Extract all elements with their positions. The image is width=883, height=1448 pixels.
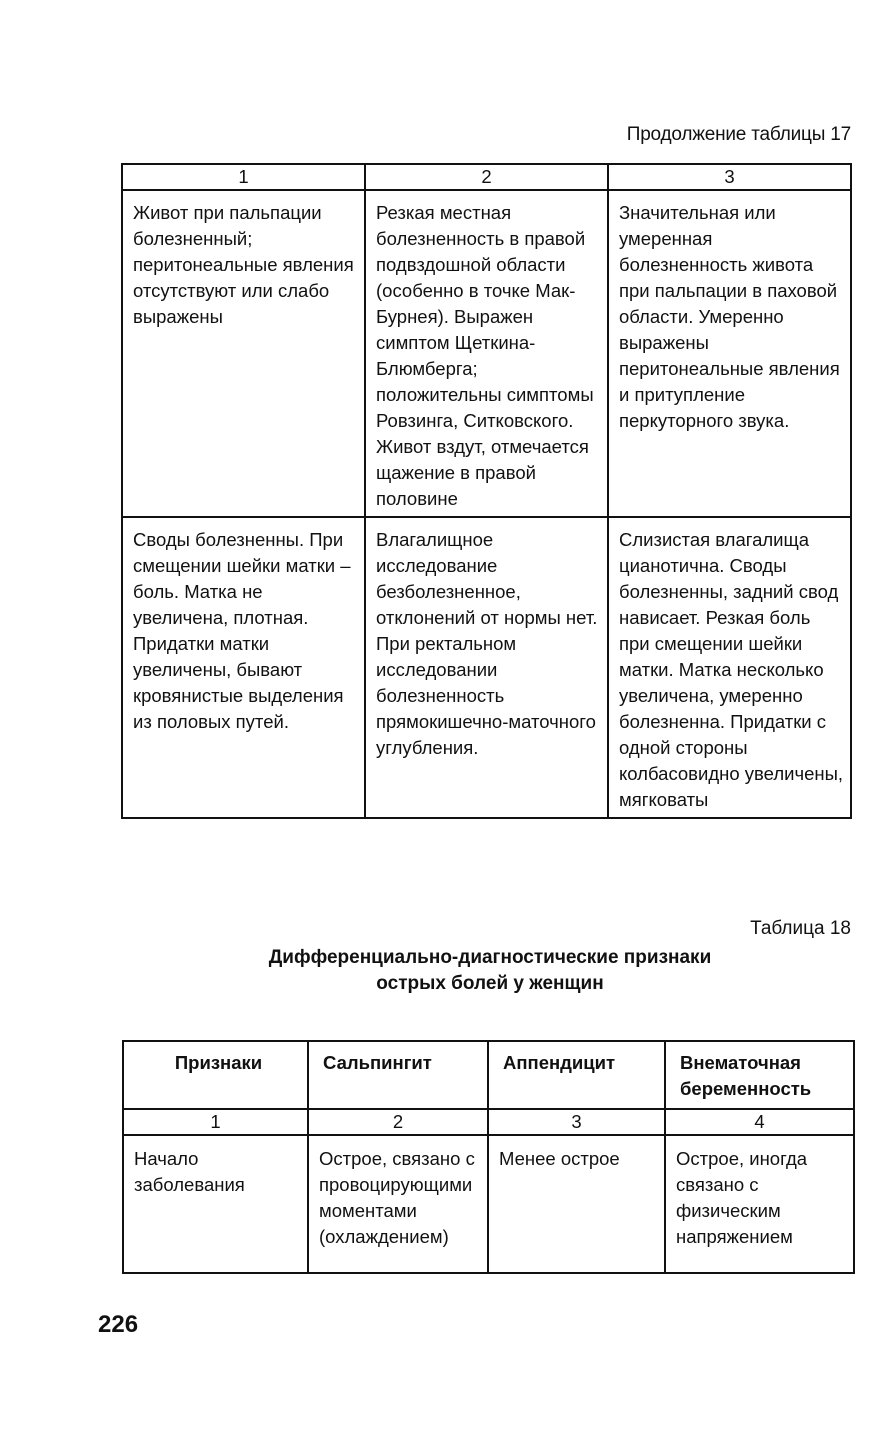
table-cell: Острое, иногда связано с физическим напряжением [665,1135,854,1273]
table-cell: Острое, связано с провоцирующими моментами (охлаждением) [308,1135,488,1273]
column-number: 3 [608,164,851,190]
column-header: Сальпингит [308,1041,488,1109]
column-number: 2 [365,164,608,190]
column-number: 1 [122,164,365,190]
column-number: 3 [488,1109,665,1135]
table-cell: Своды болезненны. При смещении шейки матки – боль. Матка не увеличена, плотная. Придатки матки увеличены, бывают кровянистые выделения из половых путей. [122,517,365,818]
table-cell: Резкая местная болезненность в правой подвздошной области (особенно в точке Мак-Бурнея). Выражен симптом Щеткина-Блюмберга; положительны симптомы Ровзинга, Ситковского. Живот вздут, отмечается щажение в правой половине [365,190,608,517]
page-number: 226 [98,1311,139,1338]
table-18-label: Таблица 18 [750,918,851,939]
table-row [122,164,851,190]
table-cell: Начало заболевания [123,1135,308,1273]
table-17 [121,163,852,819]
column-header: Признаки [123,1041,308,1109]
column-number: 1 [123,1109,308,1135]
table-row [123,1135,854,1273]
table-continuation-label: Продолжение таблицы 17 [626,124,851,145]
table-row [123,1109,854,1135]
table-cell: Значительная или умеренная болезненность живота при пальпации в паховой области. Умеренно выражены перитонеальные явления и притупление перкуторного звука. [608,190,851,517]
column-number: 4 [665,1109,854,1135]
column-header: Аппендицит [488,1041,665,1109]
table-header-row [123,1041,854,1109]
column-header: Внематочная беременность [665,1041,854,1109]
table-18 [122,1040,855,1274]
table-18-title-line: Дифференциально-диагностические признаки [268,947,712,968]
table-row [122,190,851,517]
table-row [122,517,851,818]
column-number: 2 [308,1109,488,1135]
table-cell: Живот при пальпации болезненный; перитонеальные явления отсутствуют или слабо выражены [122,190,365,517]
table-18-title-line: острых болей у женщин [376,973,604,994]
table-cell: Менее острое [488,1135,665,1273]
table-18-title [200,945,780,997]
table-cell: Влагалищное исследование безболезненное, отклонений от нормы нет. При ректальном исследовании болезненность прямокишечно-маточного углубления. [365,517,608,818]
table-cell: Слизистая влагалища цианотична. Своды болезненны, задний свод нависает. Резкая боль при смещении шейки матки. Матка несколько увеличена, умеренно болезненна. Придатки с одной стороны колбасовидно увеличены, мягковаты [608,517,851,818]
